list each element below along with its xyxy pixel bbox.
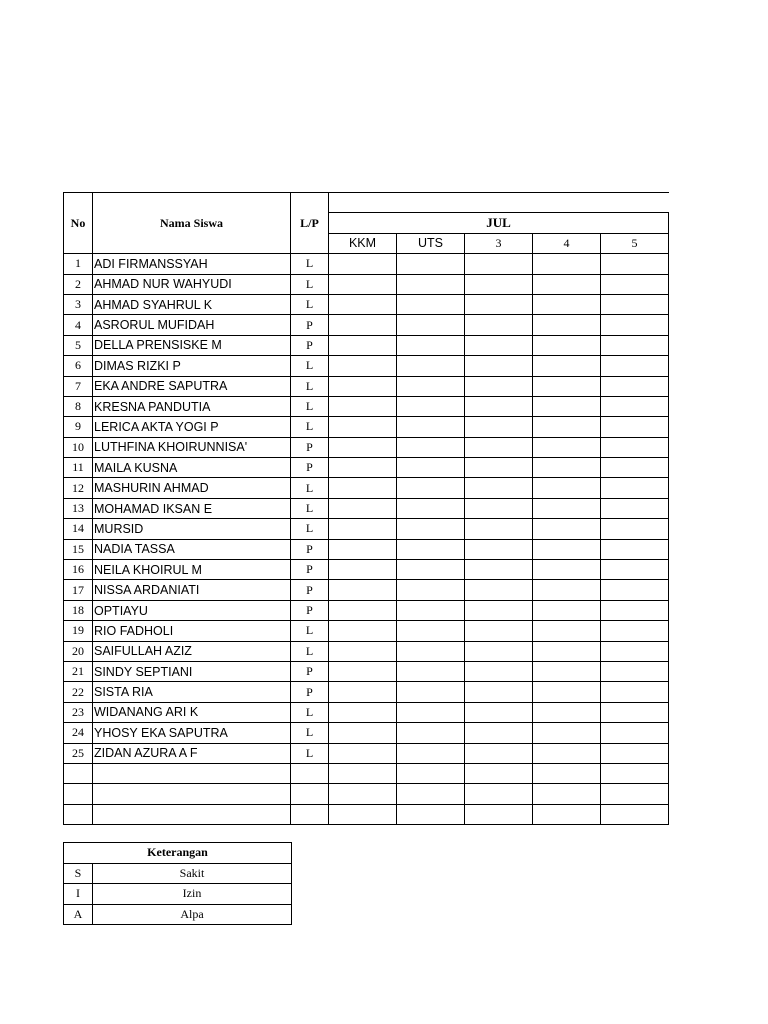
legend-title: Keterangan (64, 843, 292, 864)
grade-cell[interactable] (533, 702, 601, 722)
grade-cell[interactable] (533, 560, 601, 580)
table-row (64, 396, 669, 416)
table-row (64, 294, 669, 314)
grade-cell[interactable] (329, 804, 397, 824)
student-name: RIO FADHOLI (93, 621, 291, 641)
grade-cell[interactable] (397, 437, 465, 457)
grade-cell[interactable] (601, 580, 669, 600)
grade-cell[interactable] (329, 682, 397, 702)
grade-cell[interactable] (601, 335, 669, 355)
grade-cell[interactable] (329, 274, 397, 294)
grade-cell[interactable] (397, 560, 465, 580)
student-gender: L (291, 254, 329, 274)
student-name: MAILA KUSNA (93, 458, 291, 478)
header-no: No (64, 193, 93, 254)
grade-cell[interactable] (397, 763, 465, 783)
student-gender: L (291, 478, 329, 498)
table-row (64, 661, 669, 681)
grade-cell[interactable] (397, 682, 465, 702)
legend-row (64, 884, 292, 905)
table-row (64, 356, 669, 376)
grade-cell[interactable] (397, 784, 465, 804)
grade-cell[interactable] (465, 335, 533, 355)
grade-cell[interactable] (465, 580, 533, 600)
student-gender (291, 804, 329, 824)
grade-cell[interactable] (533, 600, 601, 620)
grade-cell[interactable] (533, 335, 601, 355)
header-blank-cell (329, 193, 669, 213)
grade-cell[interactable] (329, 254, 397, 274)
student-name (93, 763, 291, 783)
grade-cell[interactable] (465, 600, 533, 620)
grade-cell[interactable] (533, 376, 601, 396)
table-row (64, 539, 669, 559)
student-name: AHMAD SYAHRUL K (93, 294, 291, 314)
student-name: SAIFULLAH AZIZ (93, 641, 291, 661)
grade-cell[interactable] (601, 560, 669, 580)
grade-cell[interactable] (533, 458, 601, 478)
grade-cell[interactable] (329, 315, 397, 335)
legend-label: Alpa (93, 904, 292, 925)
header-month: JUL (329, 213, 669, 233)
grade-cell[interactable] (465, 784, 533, 804)
grade-cell[interactable] (533, 519, 601, 539)
legend-label: Sakit (93, 863, 292, 884)
grade-cell[interactable] (533, 417, 601, 437)
grade-cell[interactable] (329, 458, 397, 478)
grade-cell[interactable] (601, 498, 669, 518)
grade-cell[interactable] (465, 560, 533, 580)
student-gender: P (291, 437, 329, 457)
grade-cell[interactable] (329, 294, 397, 314)
grade-cell[interactable] (533, 478, 601, 498)
legend-code: S (64, 863, 93, 884)
grade-cell[interactable] (465, 682, 533, 702)
grade-cell[interactable] (397, 702, 465, 722)
grade-cell[interactable] (601, 723, 669, 743)
grade-cell[interactable] (465, 478, 533, 498)
grade-cell[interactable] (601, 478, 669, 498)
student-no: 15 (64, 539, 93, 559)
header-row-top (64, 193, 669, 213)
student-no: 1 (64, 254, 93, 274)
student-no (64, 804, 93, 824)
grade-cell[interactable] (397, 641, 465, 661)
grade-cell[interactable] (533, 294, 601, 314)
student-gender: L (291, 723, 329, 743)
student-gender: P (291, 539, 329, 559)
student-no: 13 (64, 498, 93, 518)
student-no: 2 (64, 274, 93, 294)
grade-cell[interactable] (397, 498, 465, 518)
grade-cell[interactable] (329, 641, 397, 661)
grade-cell[interactable] (329, 539, 397, 559)
grade-cell[interactable] (465, 498, 533, 518)
grade-cell[interactable] (533, 784, 601, 804)
student-gender: P (291, 600, 329, 620)
table-row (64, 274, 669, 294)
grade-cell[interactable] (533, 763, 601, 783)
grade-cell[interactable] (601, 784, 669, 804)
student-name: AHMAD NUR WAHYUDI (93, 274, 291, 294)
table-row (64, 763, 669, 783)
student-gender: L (291, 356, 329, 376)
student-gender (291, 763, 329, 783)
grade-cell[interactable] (601, 396, 669, 416)
student-name: YHOSY EKA SAPUTRA (93, 723, 291, 743)
student-gender (291, 784, 329, 804)
grade-cell[interactable] (533, 580, 601, 600)
grade-cell[interactable] (329, 743, 397, 763)
grade-cell[interactable] (465, 294, 533, 314)
header-lp: L/P (291, 193, 329, 254)
student-no: 9 (64, 417, 93, 437)
student-name: DIMAS RIZKI P (93, 356, 291, 376)
grade-cell[interactable] (397, 396, 465, 416)
grade-cell[interactable] (533, 498, 601, 518)
student-no: 25 (64, 743, 93, 763)
student-no: 14 (64, 519, 93, 539)
student-no: 23 (64, 702, 93, 722)
grade-cell[interactable] (533, 804, 601, 824)
table-row (64, 417, 669, 437)
student-no: 21 (64, 661, 93, 681)
grade-cell[interactable] (601, 315, 669, 335)
grade-cell[interactable] (601, 702, 669, 722)
grade-cell[interactable] (601, 743, 669, 763)
table-row (64, 621, 669, 641)
grade-cell[interactable] (465, 641, 533, 661)
student-no (64, 784, 93, 804)
legend-title-row (64, 843, 292, 864)
grade-cell[interactable] (329, 702, 397, 722)
grade-cell[interactable] (465, 743, 533, 763)
attendance-table (63, 192, 669, 825)
student-gender: P (291, 458, 329, 478)
table-row (64, 784, 669, 804)
grade-cell[interactable] (397, 661, 465, 681)
student-no: 16 (64, 560, 93, 580)
grade-cell[interactable] (601, 356, 669, 376)
grade-cell[interactable] (601, 519, 669, 539)
grade-cell[interactable] (601, 437, 669, 457)
student-gender: P (291, 315, 329, 335)
table-row (64, 498, 669, 518)
student-no: 6 (64, 356, 93, 376)
grade-cell[interactable] (533, 274, 601, 294)
student-name: LUTHFINA KHOIRUNNISA' (93, 437, 291, 457)
grade-cell[interactable] (533, 254, 601, 274)
header-col-3: 3 (465, 233, 533, 253)
grade-cell[interactable] (329, 417, 397, 437)
header-col-5: 5 (601, 233, 669, 253)
grade-cell[interactable] (601, 600, 669, 620)
table-row (64, 723, 669, 743)
student-gender: L (291, 274, 329, 294)
grade-cell[interactable] (465, 396, 533, 416)
grade-cell[interactable] (397, 580, 465, 600)
student-no: 17 (64, 580, 93, 600)
student-gender: L (291, 498, 329, 518)
grade-cell[interactable] (465, 458, 533, 478)
table-row (64, 804, 669, 824)
student-name (93, 784, 291, 804)
grade-cell[interactable] (329, 763, 397, 783)
grade-cell[interactable] (397, 376, 465, 396)
student-gender: L (291, 294, 329, 314)
grade-cell[interactable] (397, 621, 465, 641)
student-name: OPTIAYU (93, 600, 291, 620)
table-row (64, 600, 669, 620)
student-name: MOHAMAD IKSAN E (93, 498, 291, 518)
grade-cell[interactable] (329, 661, 397, 681)
grade-cell[interactable] (397, 478, 465, 498)
student-gender: P (291, 560, 329, 580)
student-name: WIDANANG ARI K (93, 702, 291, 722)
grade-cell[interactable] (465, 356, 533, 376)
grade-cell[interactable] (397, 315, 465, 335)
grade-cell[interactable] (465, 315, 533, 335)
table-row (64, 315, 669, 335)
grade-cell[interactable] (329, 396, 397, 416)
grade-cell[interactable] (329, 478, 397, 498)
grade-cell[interactable] (601, 661, 669, 681)
grade-cell[interactable] (533, 661, 601, 681)
student-gender: L (291, 417, 329, 437)
student-no: 11 (64, 458, 93, 478)
grade-cell[interactable] (397, 356, 465, 376)
student-gender: L (291, 621, 329, 641)
grade-cell[interactable] (601, 458, 669, 478)
grade-cell[interactable] (465, 723, 533, 743)
grade-cell[interactable] (397, 804, 465, 824)
grade-cell[interactable] (465, 763, 533, 783)
grade-cell[interactable] (397, 458, 465, 478)
grade-cell[interactable] (465, 437, 533, 457)
grade-cell[interactable] (397, 335, 465, 355)
grade-cell[interactable] (465, 702, 533, 722)
student-name (93, 804, 291, 824)
grade-cell[interactable] (601, 274, 669, 294)
student-name: KRESNA PANDUTIA (93, 396, 291, 416)
grade-cell[interactable] (465, 661, 533, 681)
student-gender: L (291, 641, 329, 661)
student-no: 18 (64, 600, 93, 620)
grade-cell[interactable] (601, 763, 669, 783)
student-no: 8 (64, 396, 93, 416)
table-row (64, 519, 669, 539)
grade-cell[interactable] (465, 254, 533, 274)
table-row (64, 682, 669, 702)
grade-cell[interactable] (601, 294, 669, 314)
grade-cell[interactable] (329, 498, 397, 518)
student-gender: P (291, 335, 329, 355)
table-row (64, 478, 669, 498)
grade-cell[interactable] (397, 600, 465, 620)
header-name: Nama Siswa (93, 193, 291, 254)
header-col-kkm: KKM (329, 233, 397, 253)
student-name: ADI FIRMANSSYAH (93, 254, 291, 274)
grade-cell[interactable] (601, 417, 669, 437)
legend-table (63, 842, 292, 925)
grade-cell[interactable] (533, 682, 601, 702)
grade-cell[interactable] (533, 641, 601, 661)
grade-cell[interactable] (533, 621, 601, 641)
grade-cell[interactable] (397, 254, 465, 274)
grade-cell[interactable] (601, 539, 669, 559)
student-name: DELLA PRENSISKE M (93, 335, 291, 355)
table-row (64, 743, 669, 763)
grade-cell[interactable] (601, 641, 669, 661)
grade-cell[interactable] (533, 743, 601, 763)
grade-cell[interactable] (533, 356, 601, 376)
grade-cell[interactable] (397, 274, 465, 294)
table-row (64, 335, 669, 355)
grade-cell[interactable] (601, 621, 669, 641)
grade-cell[interactable] (533, 539, 601, 559)
table-row (64, 702, 669, 722)
student-no: 5 (64, 335, 93, 355)
grade-cell[interactable] (465, 376, 533, 396)
grade-cell[interactable] (329, 519, 397, 539)
grade-cell[interactable] (601, 804, 669, 824)
legend-code: A (64, 904, 93, 925)
table-row (64, 580, 669, 600)
student-name: NISSA ARDANIATI (93, 580, 291, 600)
student-gender: L (291, 376, 329, 396)
student-no (64, 763, 93, 783)
grade-cell[interactable] (397, 743, 465, 763)
legend-code: I (64, 884, 93, 905)
student-no: 24 (64, 723, 93, 743)
student-gender: L (291, 702, 329, 722)
legend-row (64, 904, 292, 925)
student-no: 7 (64, 376, 93, 396)
grade-cell[interactable] (397, 294, 465, 314)
student-gender: L (291, 396, 329, 416)
student-no: 3 (64, 294, 93, 314)
grade-cell[interactable] (329, 784, 397, 804)
legend-label: Izin (93, 884, 292, 905)
grade-cell[interactable] (397, 417, 465, 437)
grade-cell[interactable] (397, 723, 465, 743)
header-col-uts: UTS (397, 233, 465, 253)
student-name: LERICA AKTA YOGI P (93, 417, 291, 437)
grade-cell[interactable] (465, 539, 533, 559)
student-name: NADIA TASSA (93, 539, 291, 559)
grade-cell[interactable] (329, 621, 397, 641)
table-row (64, 458, 669, 478)
grade-cell[interactable] (329, 335, 397, 355)
legend-row (64, 863, 292, 884)
student-no: 10 (64, 437, 93, 457)
table-row (64, 641, 669, 661)
student-gender: L (291, 519, 329, 539)
student-no: 12 (64, 478, 93, 498)
student-name: MASHURIN AHMAD (93, 478, 291, 498)
grade-cell[interactable] (533, 396, 601, 416)
grade-cell[interactable] (329, 437, 397, 457)
grade-cell[interactable] (329, 723, 397, 743)
grade-cell[interactable] (533, 437, 601, 457)
student-gender: P (291, 661, 329, 681)
student-gender: L (291, 743, 329, 763)
student-no: 22 (64, 682, 93, 702)
grade-cell[interactable] (465, 804, 533, 824)
grade-cell[interactable] (465, 274, 533, 294)
grade-cell[interactable] (465, 519, 533, 539)
grade-cell[interactable] (601, 254, 669, 274)
student-name: MURSID (93, 519, 291, 539)
student-name: ASRORUL MUFIDAH (93, 315, 291, 335)
grade-cell[interactable] (329, 580, 397, 600)
grade-cell[interactable] (465, 417, 533, 437)
header-col-4: 4 (533, 233, 601, 253)
table-row (64, 254, 669, 274)
student-name: SINDY SEPTIANI (93, 661, 291, 681)
grade-cell[interactable] (329, 376, 397, 396)
student-gender: P (291, 682, 329, 702)
grade-cell[interactable] (533, 723, 601, 743)
grade-cell[interactable] (601, 682, 669, 702)
grade-cell[interactable] (329, 560, 397, 580)
table-row (64, 376, 669, 396)
grade-cell[interactable] (397, 539, 465, 559)
student-no: 4 (64, 315, 93, 335)
student-no: 20 (64, 641, 93, 661)
student-name: NEILA KHOIRUL M (93, 560, 291, 580)
student-no: 19 (64, 621, 93, 641)
grade-cell[interactable] (465, 621, 533, 641)
student-gender: P (291, 580, 329, 600)
grade-cell[interactable] (601, 376, 669, 396)
grade-cell[interactable] (397, 519, 465, 539)
table-row (64, 437, 669, 457)
grade-cell[interactable] (329, 600, 397, 620)
grade-cell[interactable] (533, 315, 601, 335)
student-name: SISTA RIA (93, 682, 291, 702)
table-row (64, 560, 669, 580)
student-name: EKA ANDRE SAPUTRA (93, 376, 291, 396)
grade-cell[interactable] (329, 356, 397, 376)
student-name: ZIDAN AZURA A F (93, 743, 291, 763)
